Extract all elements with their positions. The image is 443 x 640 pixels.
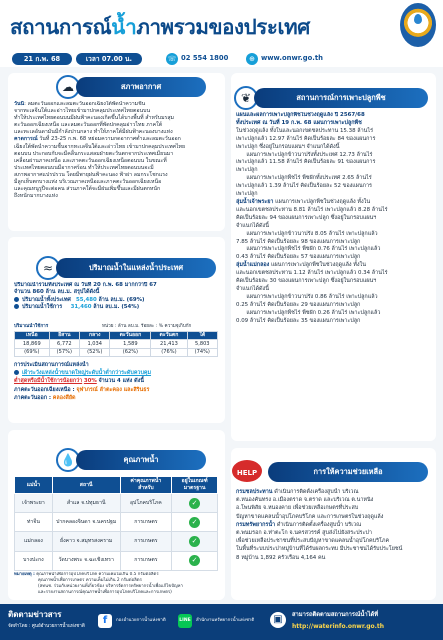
help-heading: การให้ความช่วยเหลือ (268, 462, 428, 482)
region2-reservoirs: คลองสียัด (52, 394, 76, 401)
site-title: สามารถติดตามสถานการณ์น้ำได้ที่ (292, 612, 379, 618)
weather-heading: สภาพอากาศ (76, 77, 206, 97)
region-header: ตะวันออก (110, 332, 151, 340)
region-value: 5,803 (187, 340, 217, 348)
region-header: ตะวันตก (151, 332, 187, 340)
region-header: ใต้ (187, 332, 217, 340)
date-badge: 21 ก.พ. 68 (12, 53, 72, 65)
phone-number: 02 554 1800 (181, 54, 229, 62)
total-volume-value: 55,480 (75, 297, 97, 304)
region-percent: (76%) (151, 348, 187, 356)
usable-volume-value: 31,460 (70, 304, 92, 311)
mae-klong-label: ลุ่มน้ำแม่กลอง (236, 262, 270, 269)
water-quality-table (14, 476, 218, 571)
table-row: เจ้าพระยา สำแล จ.ปทุมธานี อุปโภคบริโภค ✓ (15, 494, 218, 513)
globe-icon: ⊕ (246, 53, 258, 65)
table-row: แม่กลอง ยั่งคาว จ.สมุทรสงคราม การเกษตร ✓ (15, 532, 218, 551)
line-label[interactable]: สำนักงานทรัพยากรน้ำแห่งชาติ (196, 618, 255, 623)
region-value: 18,869 (15, 340, 50, 348)
region-percent: (74%) (187, 348, 217, 356)
water-quality-heading: คุณภาพน้ำ (76, 450, 206, 470)
facebook-icon[interactable]: f (98, 614, 112, 628)
footer (0, 604, 443, 640)
rid-label: กรมชลประทาน (236, 489, 273, 495)
water-drop-icon: 💧 (56, 448, 80, 472)
region-header: อีสาน (49, 332, 79, 340)
usable-table-title: ปริมาณน้ำใช้การ (14, 324, 49, 329)
region-percent: (62%) (110, 348, 151, 356)
region-percent: (69%) (15, 348, 50, 356)
table-row: ท่าจีน ปากคลองจินดา จ.นครปฐม การเกษตร ✓ (15, 513, 218, 532)
time-badge: เวลา 07.00 น. (76, 53, 142, 65)
region-value: 1,034 (80, 340, 110, 348)
dam-icon: ≈ (36, 256, 60, 280)
contact-title: ติดตามข่าวสาร (8, 610, 62, 619)
cloud-icon: ☁ (56, 75, 80, 99)
check-icon: ✓ (189, 536, 200, 547)
region-percent: (52%) (80, 348, 110, 356)
facebook-label[interactable]: กองอำนวยการน้ำแห่งชาติ (116, 618, 166, 623)
dwr-label: กรมทรัพยากรน้ำ (236, 521, 276, 528)
monitor-icon: ▣ (270, 612, 286, 628)
quality-note: หมายเหตุ : คุณภาพน้ำเพื่อการอุปโภคบริโภค ความเค็มไม่เกิน 0.5 กรัมต่อลิตร คุณภาพน้ำเพื่อการเกษตร ความเค็มไม่เกิน 2 กรัมต่อลิตร (สทนช. ร่วมกับหน่วยงานที่เกี่ยวข้อง บริหารจัดการทรัพยากรน้ำเพื่อแก้ไขปัญหา และรายงานสถานการณ์คุณภาพน้ำเพื่อการอุปโภคบริโภคและการเกษตร) (14, 572, 183, 595)
crops-heading: สถานการณ์การเพาะปลูกพืช (254, 88, 428, 108)
river-header: แม่น้ำ (15, 477, 53, 494)
website-link[interactable]: www.onwr.go.th (261, 54, 323, 62)
water-alert: การประเมินสถานการณ์แหล่งน้ำ เฝ้าระวังแหล่งน้ำขนาดใหญ่ระดับน้ำต่ำกว่าระดับควบคุม ต่ำสุดหรือมีน้ำใช้การน้อยกว่า 30% จำนวน 4 แห่ง ดังนี้ ภาคตะวันออกเฉียงเหนือ : จุฬาภรณ์ ลำตะคอง และสิรินธร ภาคตะวันออก : คลองสียัด (14, 362, 152, 401)
region-header: กลาง (80, 332, 110, 340)
check-icon: ✓ (189, 555, 200, 566)
region-header: เหนือ (15, 332, 50, 340)
line-icon[interactable]: LINE (178, 614, 192, 628)
header (0, 0, 443, 52)
phone-icon: ☏ (167, 55, 177, 63)
waterinfo-link[interactable]: http://waterinfo.onwr.go.th (292, 623, 385, 630)
station-header: สถานี (52, 477, 120, 494)
alert-title: การประเมินสถานการณ์แหล่งน้ำ (14, 362, 89, 368)
regional-volume-table (14, 331, 218, 357)
water-volume-summary: ปริมาณน้ำรวมทั้งประเทศ ณ วันที่ 20 ก.พ. 68 มากกว่าปี 67 จำนวน 860 ล้าน ลบ.ม. สรุปได้ดังนี้ ปริมาณน้ำทั้งประเทศ 55,480 ล้าน ลบ.ม. (69%) ปริมาณน้ำใช้การ 31,460 ล้าน ลบ.ม. (54%) (14, 282, 157, 311)
info-bar (0, 52, 443, 67)
region-value: 1,589 (110, 340, 151, 348)
plant-icon: ❦ (234, 86, 258, 110)
check-icon: ✓ (189, 517, 200, 528)
weather-text: วันนี้: ลมตะวันออกและลมตะวันออกเฉียงใต้พัดนำความชื้น จากทะเลจีนใต้และอ่าวไทยเข้ามาปกคลุมประเทศไทยตอนบน ทำให้ประเทศไทยตอนบนมีฝนฟ้าคะนองเกิดขึ้นได้บางพื้นที่ สำหรับมรสุม ตะวันออกเฉียงเหนือ และลมตะวันออกที่พัดปกคลุมอ่าวไทย ภาคใต้ และทะเลอันดามันมีกำลังปานกลาง ทำให้ภาคใต้มีฝนฟ้าคะนองบางแห่ง คาดการณ์ วันที่ 23-25 ก.พ. 68 หย่อมความกดอากาศต่ำและลมตะวันออก เฉียงใต้พัดนำความชื้นจากทะเลจีนใต้และอ่าวไทย เข้ามาปกคลุมประเทศไทย ตอนบน ประกอบกับจะมีคลื่นกระแสลมฝ่ายตะวันตกจากประเทศเมียนมา เคลื่อนผ่านภาคเหนือ และภาคตะวันออกเฉียงเหนือตอนบน ในขณะที่ ประเทศไทยตอนบนมีอากาศร้อน ทำให้ประเทศไทยตอนบนจะมี สภาพอากาศแปรปรวน โดยมีพายุฝนฟ้าคะนอง ฟ้าผ่า ลมกระโชกแรง มีลูกเห็บตกบางแห่ง บริเวณภาคเหนือและภาคตะวันออกเฉียงเหนือ และคุณหนูรูปีจะต่อคน ส่วนภาคใต้จะมีฝนเพิ่มขึ้นและมีฝนตกหนัก ถึงหนักมากบางแห่ง (14, 101, 186, 200)
page-title: สถานการณ์น้ำภาพรวมของประเทศ (10, 15, 310, 39)
usage-header: ค่าคุณภาพน้ำ สำหรับ (120, 477, 172, 494)
crops-text: แผนและผลการเพาะปลูกพืชในช่วงฤดูแล้ง ปี 2567/68 ทั้งประเทศ ณ วันที่ 19 ก.พ. 68 แผนการเพาะปลูกพืช ในช่วงฤดูแล้ง ทั้งในและนอกเขตชลประทาน 15.38 ล้านไร่ เพาะปลูกแล้ว 12.97 ล้านไร่ คิดเป็นร้อยละ 84 ของแผนการ เพาะปลูก ซึ่งอยู่ในกรอบแผนฯ จำแนกได้ดังนี้ แผนการเพาะปลูกข้าวนาปรังทั้งประเทศ 12.73 ล้านไร่ เพาะปลูกแล้ว 11.58 ล้านไร่ คิดเป็นร้อยละ 91 ของแผนการ เพาะปลูก แผนการเพาะปลูกพืชไร่ พืชผักทั้งประเทศ 2.65 ล้านไร่ เพาะปลูกแล้ว 1.39 ล้านไร่ คิดเป็นร้อยละ 52 ของแผนการ เพาะปลูก ลุ่มน้ำเจ้าพระยา แผนการเพาะปลูกพืชในช่วงฤดูแล้ง ทั้งใน และนอกเขตชลประทาน 8.81 ล้านไร่ เพาะปลูกแล้ว 8.28 ล้านไร่ คิดเป็นร้อยละ 94 ของแผนการเพาะปลูก ซึ่งอยู่ในกรอบแผนฯ จำแนกได้ดังนี้ แผนการเพาะปลูกข้าวนาปรัง 8.05 ล้านไร่ เพาะปลูกแล้ว 7.85 ล้านไร่ คิดเป็นร้อยละ 98 ของแผนการเพาะปลูก แผนการเพาะปลูกพืชไร่ พืชผัก 0.76 ล้านไร่ เพาะปลูกแล้ว 0.43 ล้านไร่ คิดเป็นร้อยละ 57 ของแผนการเพาะปลูก ลุ่มน้ำแม่กลอง แผนการเพาะปลูกพืชในช่วงฤดูแล้ง ทั้งใน และนอกเขตชลประทาน 1.12 ล้านไร่ เพาะปลูกแล้ว 0.34 ล้านไร่ คิดเป็นร้อยละ 30 ของแผนการเพาะปลูก ซึ่งอยู่ในกรอบแผนฯ จำแนกได้ดังนี้ แผนการเพาะปลูกข้าวนาปรัง 0.86 ล้านไร่ เพาะปลูกแล้ว 0.25 ล้านไร่ คิดเป็นร้อยละ 29 ของแผนการเพาะปลูก แผนการเพาะปลูกพืชไร่ พืชผัก 0.26 ล้านไร่ เพาะปลูกแล้ว 0.09 ล้านไร่ คิดเป็นร้อยละ 35 ของแผนการเพาะปลูก (236, 112, 388, 324)
chao-phraya-label: ลุ่มน้ำเจ้าพระยา (236, 198, 274, 205)
total-volume-label: ปริมาณน้ำทั้งประเทศ (22, 297, 71, 304)
region1-reservoirs: จุฬาภรณ์ ลำตะคอง และสิรินธร (76, 386, 150, 393)
region-value: 6,772 (49, 340, 79, 348)
contact-subtitle: จัดทำโดย : ศูนย์อำนวยการน้ำแห่งชาติ (8, 624, 85, 629)
water-volume-heading: ปริมาณน้ำในแหล่งน้ำประเทศ (56, 258, 216, 278)
standard-header: อยู่ในเกณฑ์ มาตรฐาน (172, 477, 218, 494)
check-icon: ✓ (189, 498, 200, 509)
table-row: บางปะกง วัดบางพระ จ.ฉะเชิงเทรา การเกษตร ✓ (15, 551, 218, 570)
usable-volume-label: ปริมาณน้ำใช้การ (22, 304, 63, 311)
help-badge-icon: HELP (230, 458, 264, 484)
usable-table-unit: หน่วย : ล้าน ลบ.ม. ร้อยละ : % ความจุเก็บกัก (102, 324, 192, 329)
region-percent: (57%) (49, 348, 79, 356)
region-value: 21,413 (151, 340, 187, 348)
help-text: กรมชลประทาน ดำเนินการติดตั้งเครื่องสูบน้ำ บริเวณ ต.หนองคันทรง อ.เมืองตราด จ.ตราด และบริเวณ ต.นาหนิง อ.โพนพิสัย จ.หนองคาย เพื่อช่วยเหลือเกษตรที่ประสบ ปัญหาขาดแคลนน้ำอุปโภคบริโภค และการเกษตรในช่วงฤดูแล้ง กรมทรัพยากรน้ำ ดำเนินการติดตั้งเครื่องสูบน้ำ บริเวณ ต.พนมรอก อ.ท่าตะโก จ.นครสวรรค์ สูบส่งไปยังสระประปา เพื่อช่วยเหลือประชาชนที่ประสบปัญหาขาดแคลนน้ำอุปโภคบริโภค ในพื้นที่ระบบประปาหมู่บ้านที่ได้รับผลกระทบ มีประชาชนได้รับประโยชน์ 8 หมู่บ้าน 1,892 ครัวเรือน 4,164 คน (236, 489, 403, 561)
onwr-logo-icon (400, 3, 436, 47)
